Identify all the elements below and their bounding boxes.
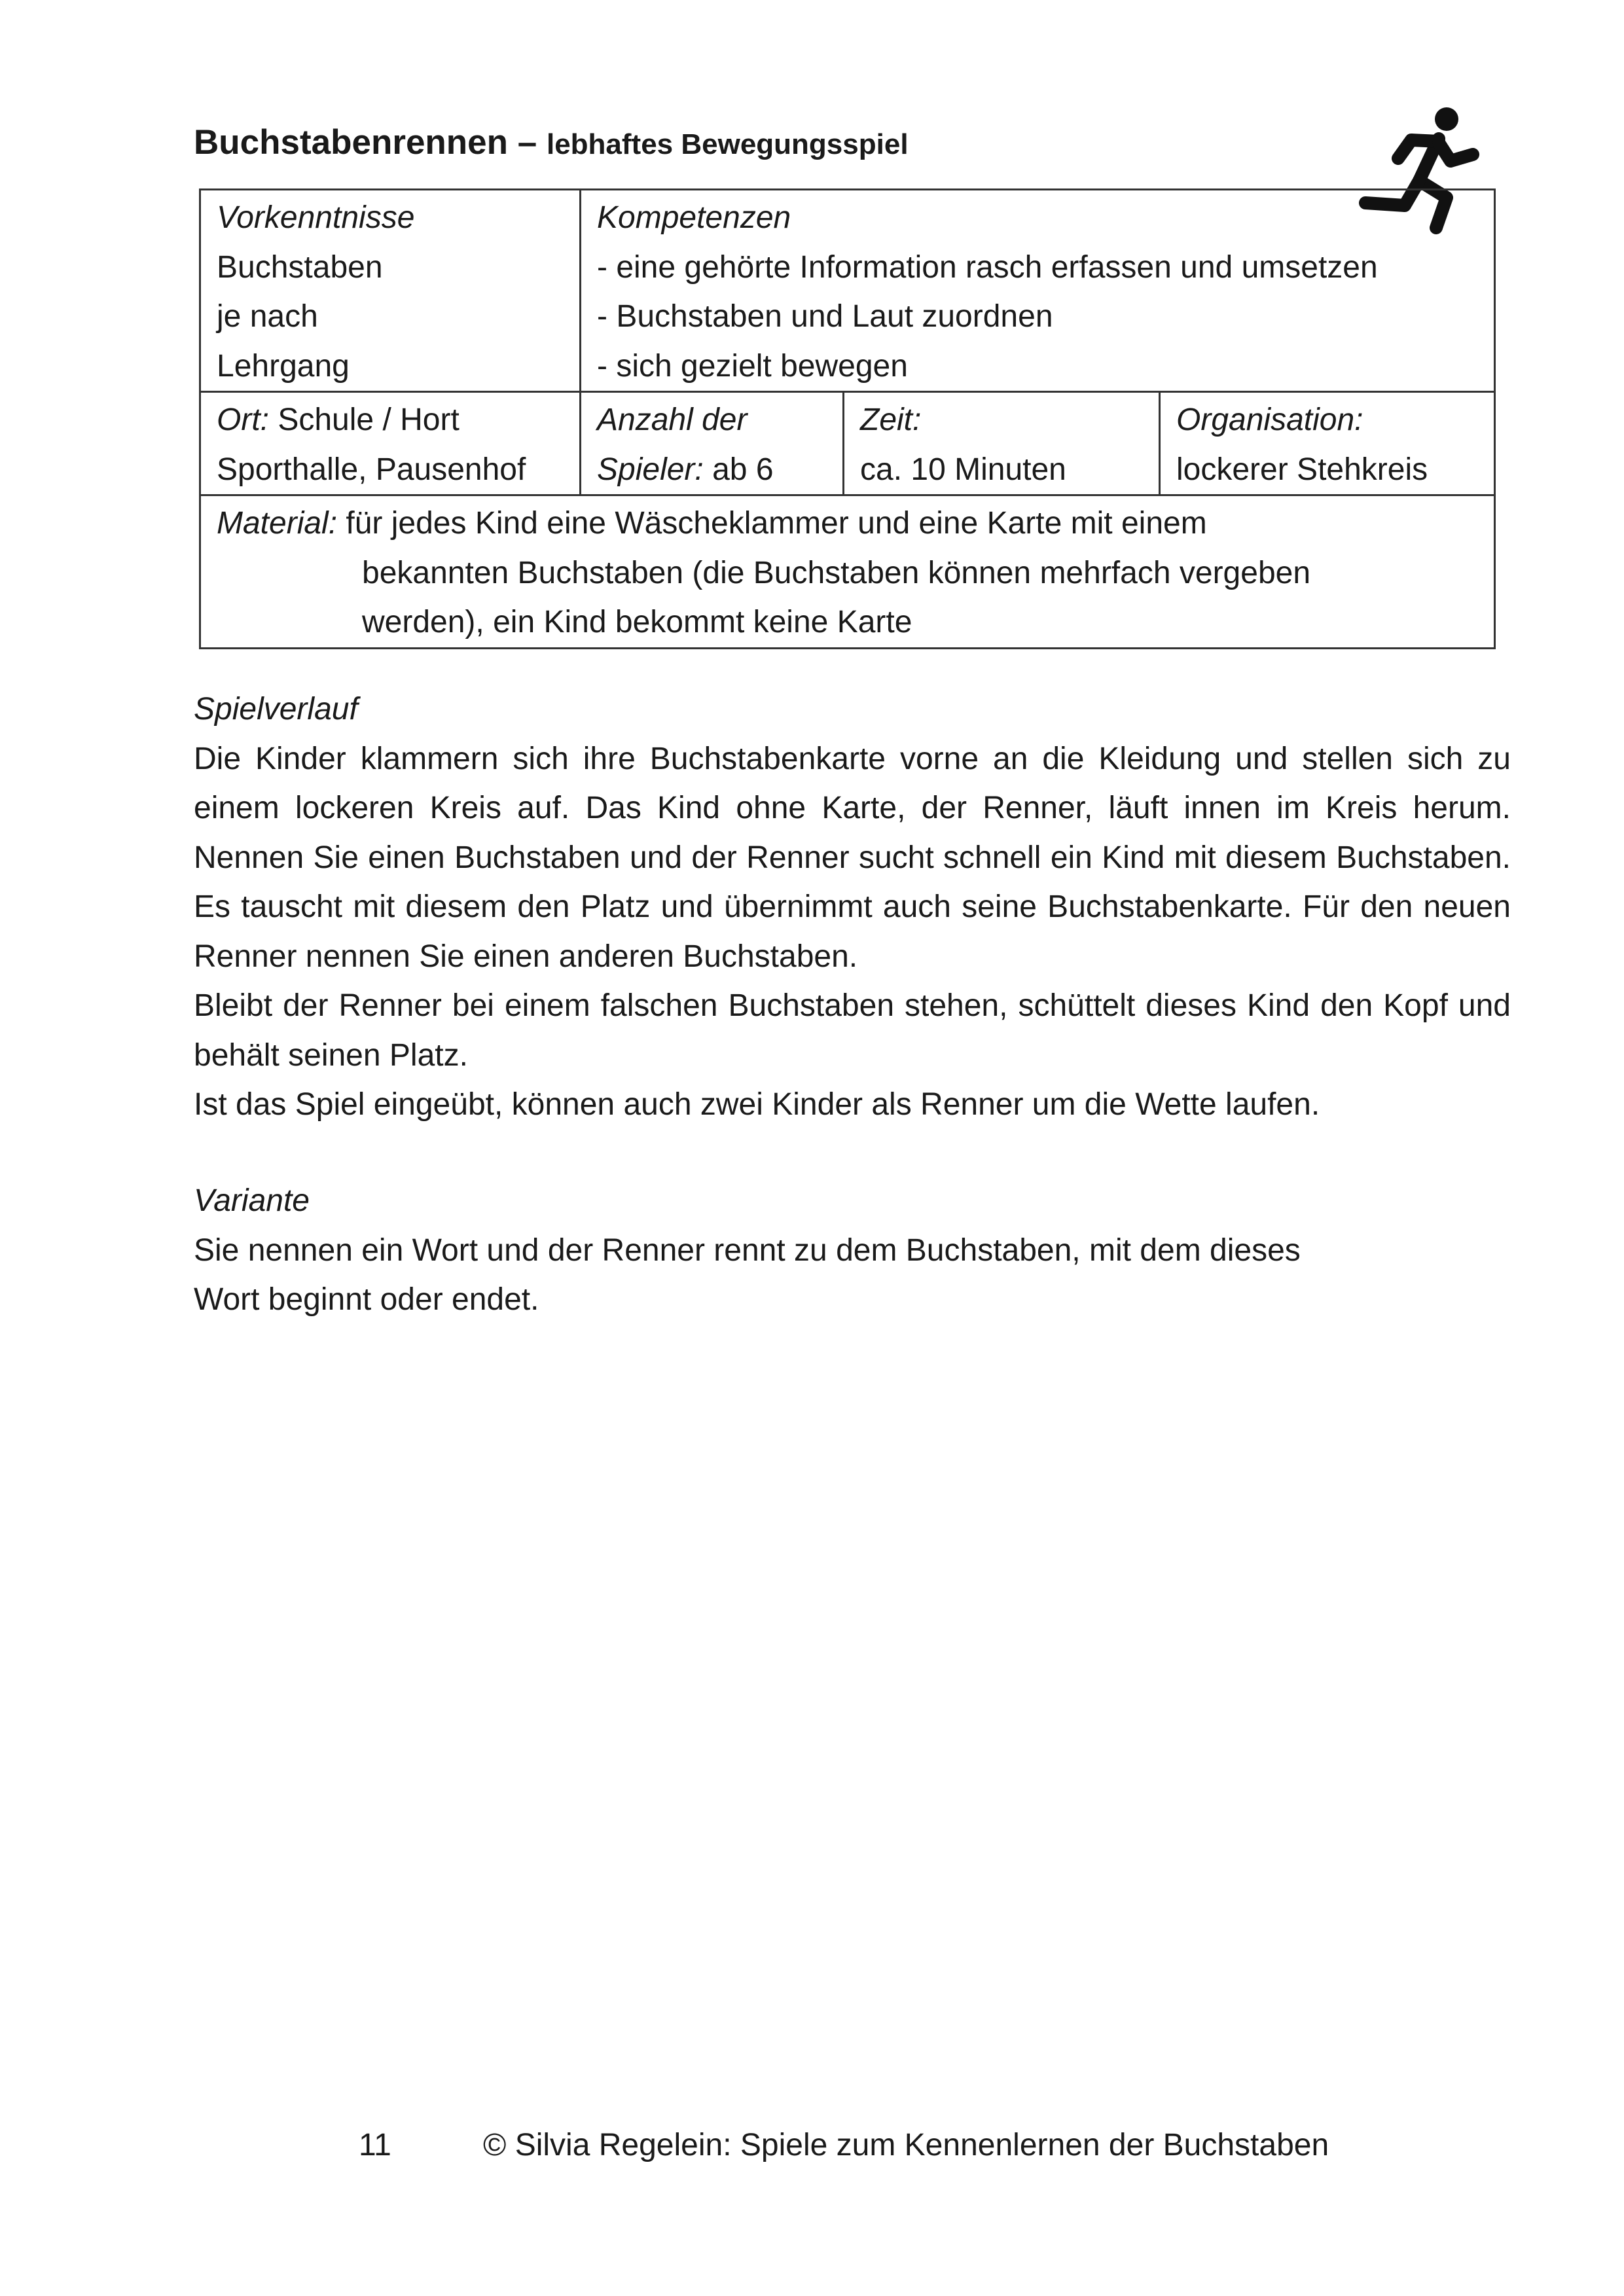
vorkenntnisse-line: Buchstaben bbox=[217, 249, 383, 285]
zeit-label: Zeit: bbox=[860, 403, 922, 437]
vorkenntnisse-cell bbox=[200, 190, 581, 392]
ort-label: Ort: bbox=[217, 403, 269, 437]
anzahl-label2: Spieler: bbox=[597, 452, 704, 487]
material-label: Material: bbox=[217, 506, 338, 541]
material-line2: bekannten Buchstaben (die Buchstaben können mehrfach vergeben bbox=[362, 555, 1311, 590]
material-line1: für jedes Kind eine Wäscheklammer und eine Karte mit einem bbox=[337, 506, 1207, 541]
variante-heading: Variante bbox=[194, 1183, 310, 1218]
organisation-cell bbox=[1160, 392, 1495, 495]
spielverlauf-paragraph: Bleibt der Renner bei einem falschen Buchstaben stehen, schüttelt dieses Kind den Kopf und behält seinen Platz. bbox=[194, 988, 1511, 1073]
ort-line2: Sporthalle, Pausenhof bbox=[217, 452, 526, 487]
anzahl-value: ab 6 bbox=[703, 452, 774, 487]
organisation-label: Organisation: bbox=[1176, 403, 1363, 437]
info-table bbox=[199, 188, 1496, 649]
variante-section bbox=[194, 1176, 1511, 1325]
anzahl-label: Anzahl der bbox=[597, 403, 748, 437]
spielverlauf-paragraph: Die Kinder klammern sich ihre Buchstabenkarte vorne an die Kleidung und stellen sich zu einem lockeren Kreis auf. Das Kind ohne Karte, der Renner, läuft innen im Kreis herum. Nennen Sie einen Buchstaben und der Renner sucht schnell ein Kind mit diesem Buchstaben. Es tauscht mit diesem den Platz und übernimmt auch seine Buchstabenkarte. Für den neuen Renner nennen Sie einen anderen Buchstaben. bbox=[194, 741, 1511, 974]
material-line3: werden), ein Kind bekommt keine Karte bbox=[362, 605, 912, 639]
spielverlauf-paragraph: Ist das Spiel eingeübt, können auch zwei Kinder als Renner um die Wette laufen. bbox=[194, 1087, 1320, 1122]
kompetenzen-line: - sich gezielt bewegen bbox=[597, 348, 908, 384]
ort-value: Schule / Hort bbox=[269, 403, 460, 437]
vorkenntnisse-line: je nach bbox=[217, 299, 318, 334]
zeit-cell bbox=[844, 392, 1160, 495]
vorkenntnisse-line: Lehrgang bbox=[217, 348, 350, 384]
title-sub: lebhaftes Bewegungsspiel bbox=[546, 128, 909, 160]
organisation-value: lockerer Stehkreis bbox=[1176, 452, 1428, 487]
kompetenzen-cell bbox=[581, 190, 1495, 392]
material-cell bbox=[200, 495, 1495, 649]
zeit-value: ca. 10 Minuten bbox=[860, 452, 1066, 487]
footer-credit: © Silvia Regelein: Spiele zum Kennenlernen der Buchstaben bbox=[483, 2128, 1329, 2162]
vorkenntnisse-label: Vorkenntnisse bbox=[217, 200, 415, 235]
kompetenzen-label: Kompetenzen bbox=[597, 200, 791, 235]
title-main: Buchstabenrennen – bbox=[194, 123, 547, 162]
kompetenzen-line: - Buchstaben und Laut zuordnen bbox=[597, 299, 1053, 334]
page-title bbox=[194, 117, 1372, 171]
kompetenzen-line: - eine gehörte Information rasch erfassen und umsetzen bbox=[597, 249, 1378, 285]
spielverlauf-heading: Spielverlauf bbox=[194, 692, 358, 726]
variante-line: Wort beginnt oder endet. bbox=[194, 1282, 539, 1317]
anzahl-cell bbox=[581, 392, 844, 495]
spielverlauf-section bbox=[194, 685, 1511, 1130]
variante-line: Sie nennen ein Wort und der Renner rennt zu dem Buchstaben, mit dem dieses bbox=[194, 1232, 1301, 1268]
ort-cell bbox=[200, 392, 581, 495]
page-footer bbox=[0, 2119, 1624, 2172]
page-number: 11 bbox=[359, 2128, 391, 2162]
